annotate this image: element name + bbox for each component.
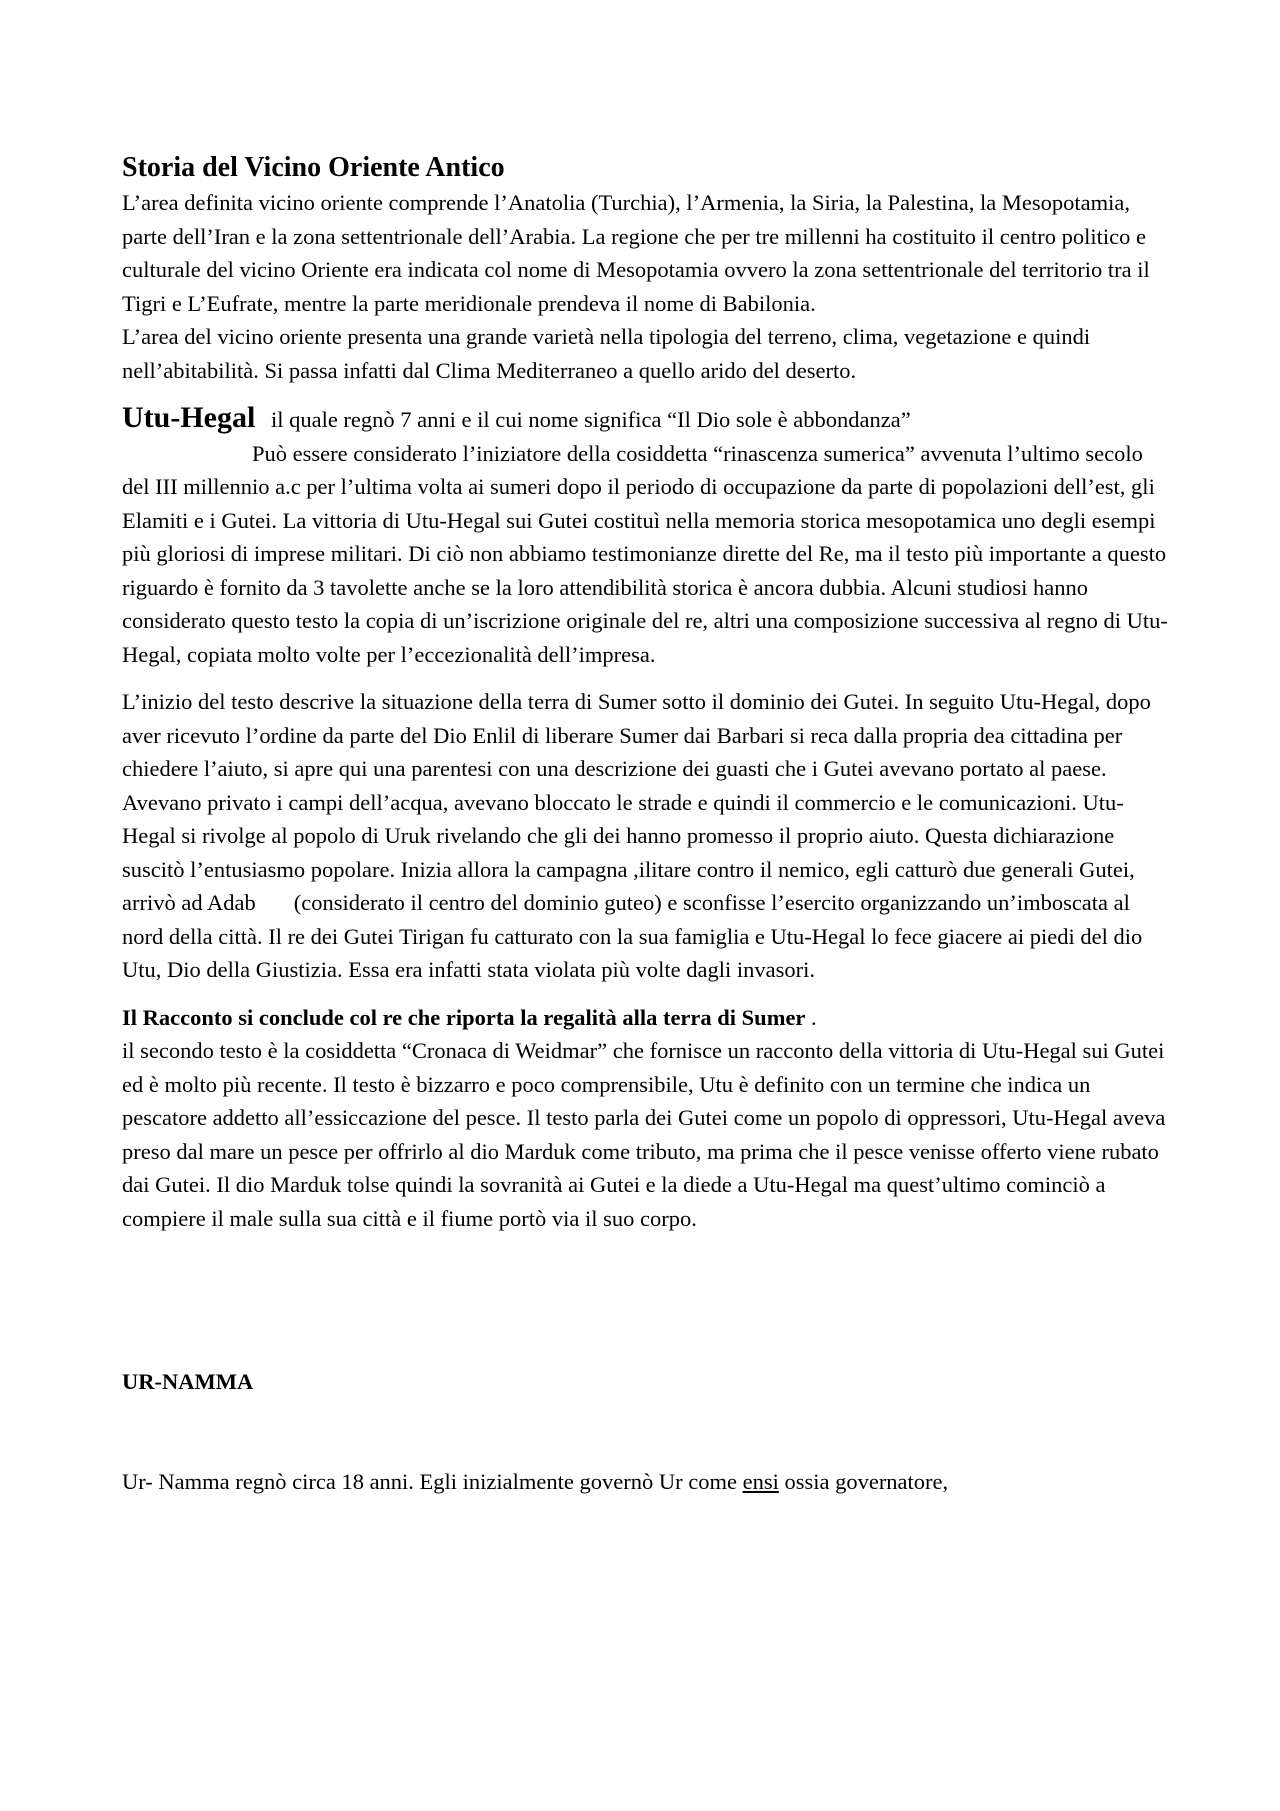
spacer — [122, 1399, 1172, 1465]
intro-paragraph-1: L’area definita vicino oriente comprende l’Anatolia (Turchia), l’Armenia, la Siria, la Palestina, la Mesopotamia, parte dell’Iran e la zona settentrionale dell’Arabia. La regione che per tre millenni ha costituito il centro politico e culturale del vicino Oriente era indicata col nome di Mesopotamia ovvero la zona settentrionale del territorio tra il Tigri e L’Eufrate, mentre la parte meridionale prendeva il nome di Babilonia. — [122, 190, 1150, 316]
utu-heading-line — [122, 401, 1172, 437]
ur-paragraph-1-text-a: Ur- Namma regnò circa 18 anni. Egli inizialmente governò Ur come — [122, 1468, 743, 1494]
ur-paragraph-1 — [122, 1465, 1172, 1499]
utu-paragraph-3-bold-end: . — [805, 1004, 817, 1030]
utu-heading-rest: il quale regnò 7 anni e il cui nome significa “Il Dio sole è abbondanza” — [270, 407, 911, 432]
document-page — [122, 150, 1172, 1498]
ur-namma-heading: UR-NAMMA — [122, 1369, 254, 1394]
spacer — [122, 987, 1172, 1001]
utu-paragraph-3-bold: Il Racconto si conclude col re che riporta la regalità alla terra di Sumer — [122, 1004, 806, 1030]
utu-paragraph-2 — [122, 685, 1172, 987]
intro-paragraph-2: L’area del vicino oriente presenta una grande varietà nella tipologia del terreno, clima, vegetazione e quindi nell’abitabilità. Si passa infatti dal Clima Mediterraneo a quello arido del deserto. — [122, 324, 1091, 383]
utu-paragraph-3-lead — [122, 1001, 1172, 1035]
ur-paragraph-1-text-b: ossia governatore, — [778, 1468, 949, 1494]
utu-paragraph-1-text: Può essere considerato l’iniziatore della cosiddetta “rinascenza sumerica” avvenuta l’ultimo secolo del III millennio a.c per l’ultima volta ai sumeri dopo il periodo di occupazione da parte di popolazioni dell’est, gli Elamiti e i Gutei. La vittoria di Utu-Hegal sui Gutei costituì nella memoria storica mesopotamica uno degli esempi più gloriosi di imprese militari. Di ciò non abbiamo testimonianze dirette del Re, ma il testo più importante a questo riguardo è fornito da 3 tavolette anche se la loro attendibilità storica è ancora dubbia. Alcuni studiosi hanno considerato questo testo la copia di un’iscrizione originale del re, altri una composizione successiva al regno di Utu-Hegal, copiata molto volte per l’eccezionalità dell’impresa. — [122, 440, 1168, 667]
spacer — [122, 1235, 1172, 1365]
utu-paragraph-3: il secondo testo è la cosiddetta “Cronaca di Weidmar” che fornisce un racconto della vittoria di Utu-Hegal sui Gutei ed è molto più recente. Il testo è bizzarro e poco comprensibile, Utu è definito con un termine che indica un pescatore addetto all’essiccazione del pesce. Il testo parla dei Gutei come un popolo di oppressori, Utu-Hegal aveva preso dal mare un pesce per offrirlo al dio Marduk come tributo, ma prima che il pesce venisse offerto viene rubato dai Gutei. Il dio Marduk tolse quindi la sovranità ai Gutei e la diede a Utu-Hegal ma quest’ultimo cominciò a compiere il male sulla sua città e il fiume portò via il suo corpo. — [122, 1038, 1166, 1231]
spacer — [122, 387, 1172, 401]
utu-hegal-heading: Utu-Hegal — [122, 401, 256, 434]
utu-paragraph-2-text-a: L’inizio del testo descrive la situazione della terra di Sumer sotto il dominio dei Gutei. In seguito Utu-Hegal, dopo aver ricevuto l’ordine da parte del Dio Enlil di liberare Sumer dai Barbari si reca dalla propria dea cittadina per chiedere l’aiuto, si apre qui una parentesi con una descrizione dei guasti che i Gutei avevano portato al paese. Avevano privato i campi dell’acqua, avevano bloccato le strade e quindi il commercio e le comunicazioni. Utu-Hegal si rivolge al popolo di Uruk rivelando che gli dei hanno promesso il proprio aiuto. Questa dichiarazione suscitò l’entusiasmo popolare. Inizia allora la campagna ,ilitare contro il nemico, egli catturò due generali Gutei, arrivò ad Adab — [122, 689, 1151, 915]
utu-paragraph-1 — [122, 437, 1172, 672]
document-title: Storia del Vicino Oriente Antico — [122, 152, 505, 183]
spacer — [122, 671, 1172, 685]
ensi-term: ensi — [742, 1468, 779, 1494]
utu-paragraph-2-text-b: (considerato il centro del dominio guteo) e sconfisse l’esercito organizzando un’imboscata al nord della città. Il re dei Gutei Tirigan fu catturato con la sua famiglia e Utu-Hegal lo fece giacere ai piedi del dio Utu, Dio della Giustizia. Essa era infatti stata violata più volte dagli invasori. — [122, 890, 1143, 982]
